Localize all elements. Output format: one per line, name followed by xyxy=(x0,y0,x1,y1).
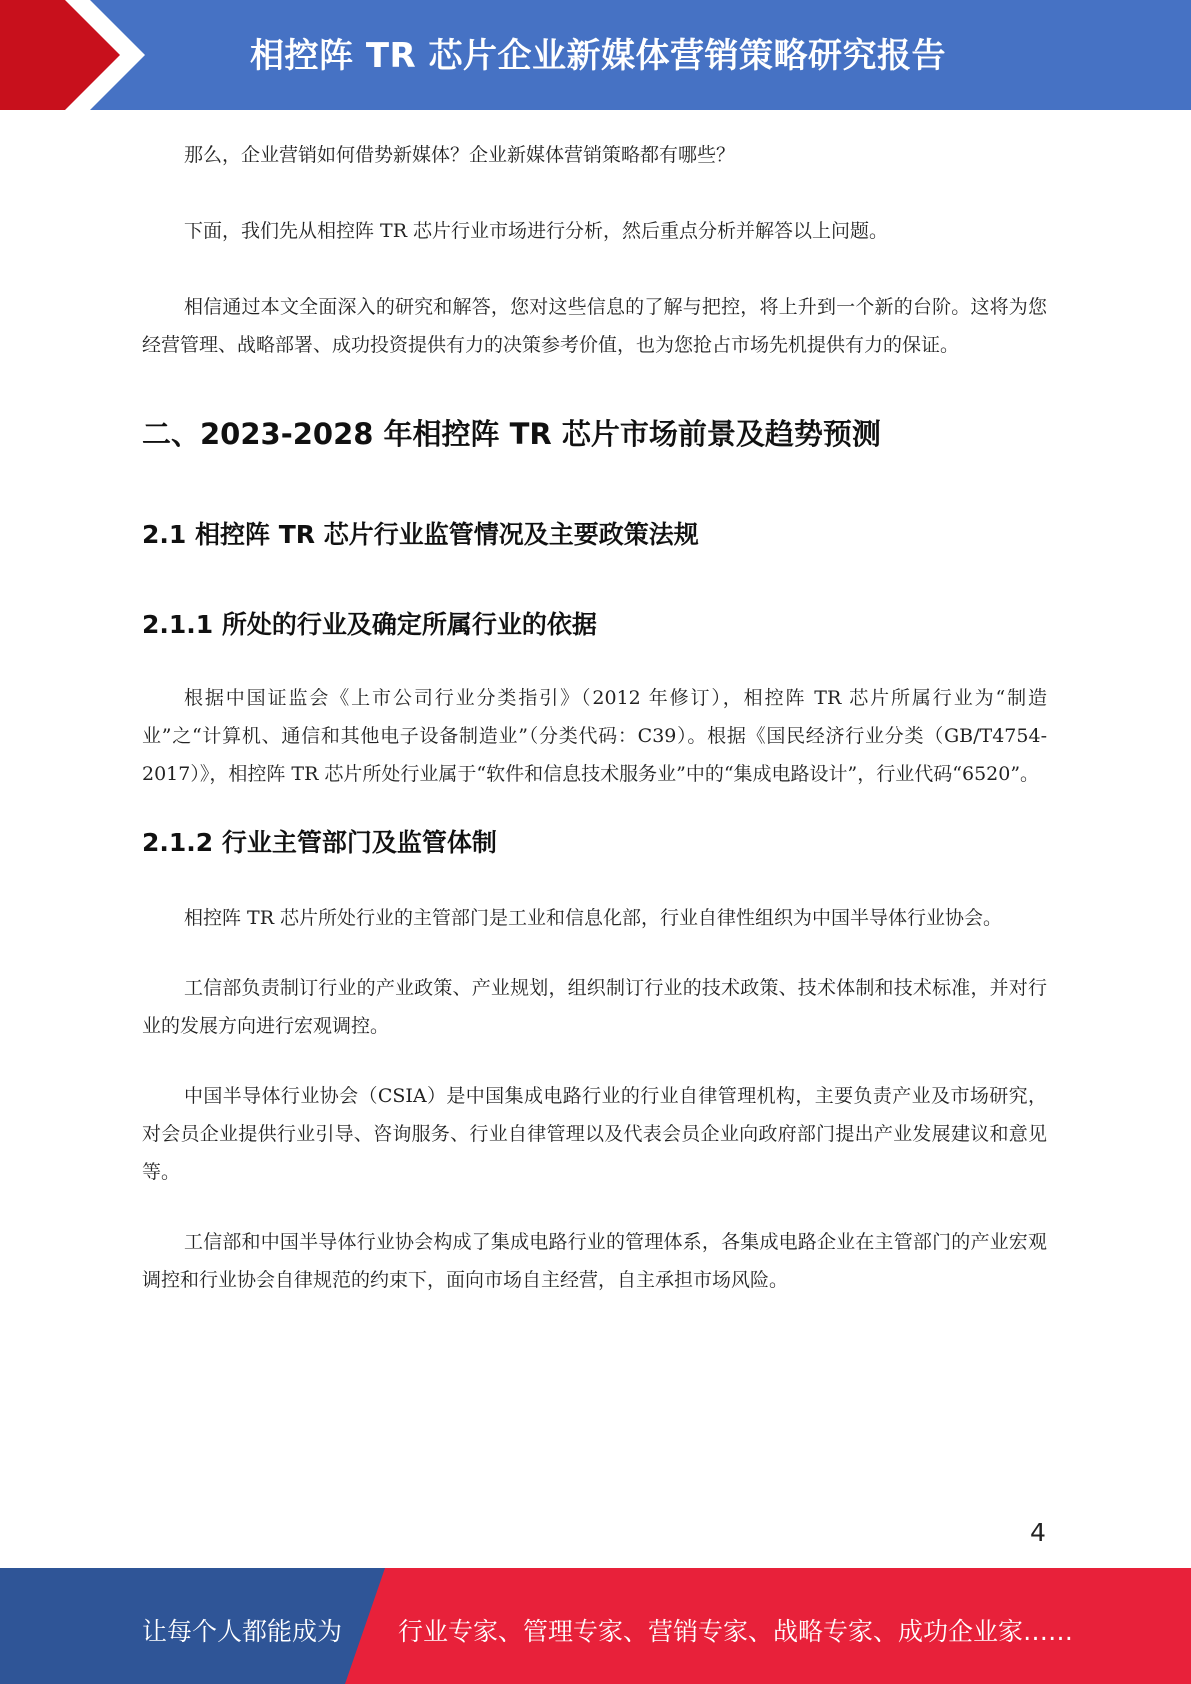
report-title: 相控阵 TR 芯片企业新媒体营销策略研究报告 xyxy=(250,36,947,76)
paragraph: 工信部和中国半导体行业协会构成了集成电路行业的管理体系，各集成电路企业在主管部门的产业宏观调控和行业协会自律规范的约束下，面向市场自主经营，自主承担市场风险。 xyxy=(142,1231,1047,1291)
paragraph: 工信部负责制订行业的产业政策、产业规划，组织制订行业的技术政策、技术体制和技术标准，并对行业的发展方向进行宏观调控。 xyxy=(142,977,1047,1037)
subsubsection-heading: 2.1.1 所处的行业及确定所属行业的依据 xyxy=(142,610,597,639)
section-heading: 二、2023-2028 年相控阵 TR 芯片市场前景及趋势预测 xyxy=(142,417,881,451)
paragraph: 根据中国证监会《上市公司行业分类指引》（2012 年修订），相控阵 TR 芯片所属行业为“制造业”之“计算机、通信和其他电子设备制造业”（分类代码：C39）。根据《国民经济行业分类（GB/T4754-2017）》，相控阵 TR 芯片所处行业属于“软件和信息技术服务业”中的“集成电路设计”，行业代码“6520”。 xyxy=(142,687,1047,785)
subsection-heading: 2.1 相控阵 TR 芯片行业监管情况及主要政策法规 xyxy=(142,520,699,549)
paragraph: 那么，企业营销如何借势新媒体？企业新媒体营销策略都有哪些？ xyxy=(184,144,736,166)
paragraph: 下面，我们先从相控阵 TR 芯片行业市场进行分析，然后重点分析并解答以上问题。 xyxy=(184,220,889,242)
footer-slogan-right: 行业专家、管理专家、营销专家、战略专家、成功企业家…… xyxy=(398,1617,1074,1646)
page-number: 4 xyxy=(1030,1518,1046,1547)
paragraph: 相信通过本文全面深入的研究和解答，您对这些信息的了解与把控，将上升到一个新的台阶。这将为您经营管理、战略部署、成功投资提供有力的决策参考价值，也为您抢占市场先机提供有力的保证。 xyxy=(142,296,1047,356)
document-body xyxy=(142,120,1047,1299)
paragraph: 中国半导体行业协会（CSIA）是中国集成电路行业的行业自律管理机构，主要负责产业及市场研究，对会员企业提供行业引导、咨询服务、行业自律管理以及代表会员企业向政府部门提出产业发展建议和意见等。 xyxy=(142,1085,1047,1183)
page-header xyxy=(0,0,1191,110)
header-arrow-decoration xyxy=(0,0,160,110)
footer-slogan-left: 让每个人都能成为 xyxy=(142,1617,343,1646)
page-footer xyxy=(0,1568,1191,1684)
paragraph: 相控阵 TR 芯片所处行业的主管部门是工业和信息化部，行业自律性组织为中国半导体行业协会。 xyxy=(184,907,1003,929)
subsubsection-heading: 2.1.2 行业主管部门及监管体制 xyxy=(142,828,497,857)
